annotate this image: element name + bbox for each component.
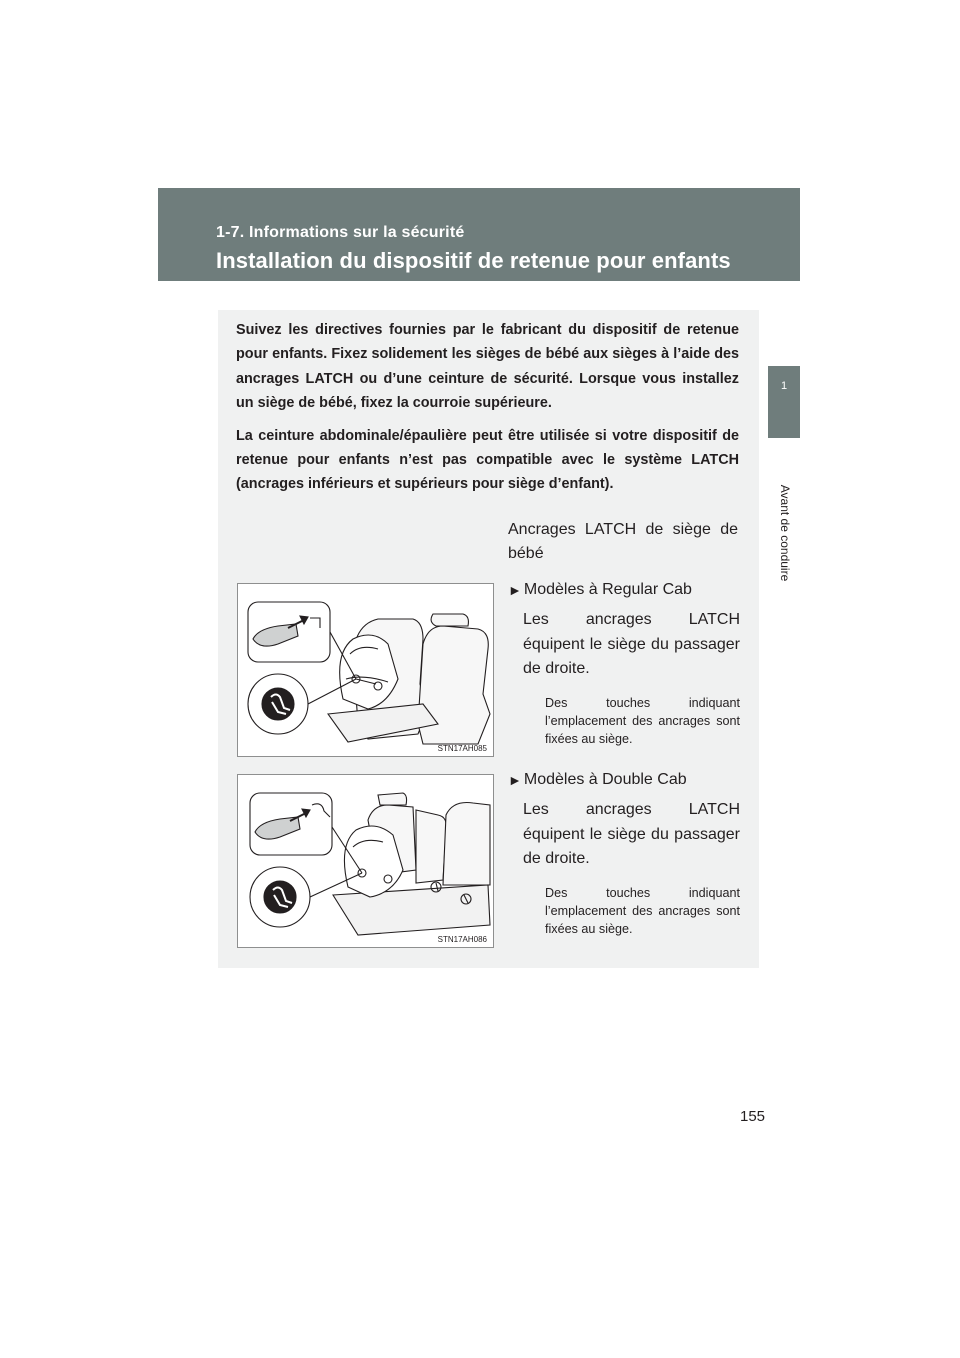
triangle-marker-icon: ► — [508, 772, 522, 788]
variant-note: Des touches indiquant l’emplacement des ancrages sont fixées au siège. — [545, 885, 740, 936]
section-label: 1-7. Informations sur la sécurité — [216, 224, 465, 241]
figure-double-cab — [237, 774, 494, 948]
intro-paragraph-1: Suivez les directives fournies par le fabricant du dispositif de retenue pour enfants. Fixez solidement les sièges de bébé aux sièges à l’aide des ancrages LATCH ou d’une ceinture de sécurité. Lorsque vous installez un siège de bébé, fixez la courroie supérieure. — [236, 322, 739, 412]
seat-illustration — [238, 775, 493, 947]
seat-illustration — [238, 584, 493, 756]
figure-code: STN17AH086 — [437, 935, 487, 944]
variant-note: Des touches indiquant l’emplacement des ancrages sont fixées au siège. — [545, 695, 740, 746]
variant-heading-label: Modèles à Regular Cab — [523, 581, 692, 598]
chapter-label: Avant de conduire — [778, 484, 792, 582]
variant-heading — [508, 768, 740, 792]
chapter-number: 1 — [780, 380, 788, 392]
intro-text — [236, 318, 739, 505]
variant-body: Les ancrages LATCH équipent le siège du passager de droite. — [523, 611, 740, 677]
figure-regular-cab — [237, 583, 494, 757]
page-number: 155 — [740, 1108, 766, 1125]
chapter-tab — [768, 366, 800, 438]
variant-regular-cab — [508, 578, 740, 748]
chapter-label-vertical — [770, 448, 800, 618]
intro-paragraph-2: La ceinture abdominale/épaulière peut être utilisée si votre dispositif de retenue pour enfants n’est pas compatible avec le système LATCH (ancrages inférieurs et supérieurs pour siège d’enfant). — [236, 427, 739, 493]
page-title: Installation du dispositif de retenue pour enfants — [216, 248, 731, 273]
variant-double-cab — [508, 768, 740, 938]
figure-code: STN17AH085 — [437, 744, 487, 753]
triangle-marker-icon: ► — [508, 582, 522, 598]
variant-heading-label: Modèles à Double Cab — [523, 771, 687, 788]
variant-body: Les ancrages LATCH équipent le siège du passager de droite. — [523, 801, 740, 867]
variant-heading — [508, 578, 740, 602]
section-header — [158, 188, 800, 281]
subsection-title: Ancrages LATCH de siège de bébé — [508, 521, 738, 562]
